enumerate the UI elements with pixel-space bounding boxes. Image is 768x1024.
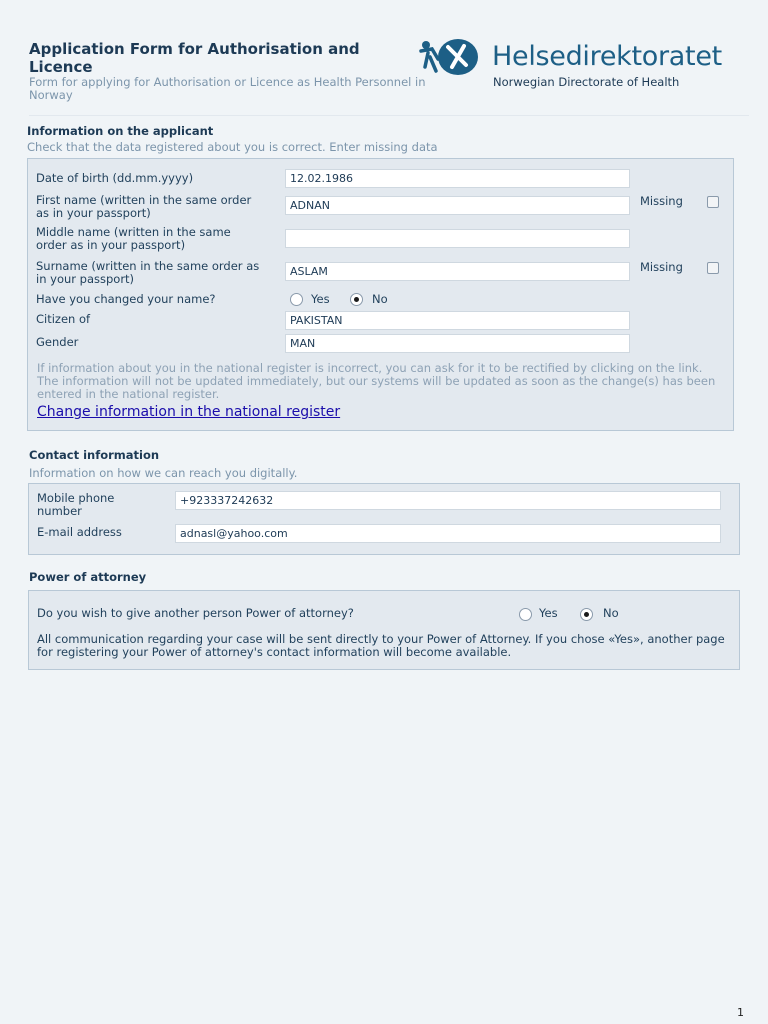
- middle-name-label: Middle name (written in the same order as in your passport): [36, 225, 231, 252]
- email-label: E-mail address: [37, 525, 122, 539]
- mobile-field[interactable]: +923337242632: [175, 491, 721, 510]
- contact-section-subtitle: Information on how we can reach you digitally.: [29, 466, 298, 480]
- logo-subtitle: Norwegian Directorate of Health: [493, 75, 680, 89]
- poa-question: Do you wish to give another person Power of attorney?: [37, 606, 354, 620]
- changed-name-no-label: No: [372, 292, 388, 306]
- first-name-label: First name (written in the same order as in your passport): [36, 193, 252, 220]
- changed-name-no-radio[interactable]: [350, 293, 363, 306]
- surname-missing-label: Missing: [640, 260, 683, 274]
- contact-panel: [28, 483, 740, 555]
- citizen-field[interactable]: PAKISTAN: [285, 311, 630, 330]
- gender-field[interactable]: MAN: [285, 334, 630, 353]
- poa-yes-label: Yes: [539, 606, 558, 620]
- changed-name-label: Have you changed your name?: [36, 292, 216, 306]
- email-field[interactable]: adnasl@yahoo.com: [175, 524, 721, 543]
- gender-label: Gender: [36, 335, 79, 349]
- applicant-section-title: Information on the applicant: [27, 124, 214, 138]
- header-divider: [29, 115, 749, 116]
- first-name-missing-label: Missing: [640, 194, 683, 208]
- changed-name-yes-label: Yes: [311, 292, 330, 306]
- applicant-section-subtitle: Check that the data registered about you is correct. Enter missing data: [27, 140, 438, 154]
- page-subtitle: Form for applying for Authorisation or Licence as Health Personnel in Norway: [29, 75, 426, 102]
- dob-label: Date of birth (dd.mm.yyyy): [36, 171, 194, 185]
- applicant-panel: [27, 158, 734, 431]
- poa-no-label: No: [603, 606, 619, 620]
- dob-field[interactable]: 12.02.1986: [285, 169, 630, 188]
- helsedirektoratet-logo-icon: [418, 37, 480, 77]
- surname-field[interactable]: ASLAM: [285, 262, 630, 281]
- page-title: Application Form for Authorisation and Licence: [29, 40, 360, 76]
- change-register-link[interactable]: Change information in the national register: [37, 404, 341, 420]
- poa-panel: [28, 590, 740, 670]
- poa-yes-radio[interactable]: [519, 608, 532, 621]
- register-note: If information about you in the national register is incorrect, you can ask for it to be rectified by clicking on the link. The information will not be updated immediately, but our systems will be updated as soon as the change(s) has been entered in the national register.: [37, 361, 716, 401]
- mobile-label: Mobile phone number: [37, 491, 115, 518]
- first-name-field[interactable]: ADNAN: [285, 196, 630, 215]
- changed-name-yes-radio[interactable]: [290, 293, 303, 306]
- poa-note: All communication regarding your case will be sent directly to your Power of Attorney. If you chose «Yes», another page for registering your Power of attorney's contact information will become available.: [37, 632, 725, 659]
- poa-section-title: Power of attorney: [29, 570, 147, 584]
- contact-section-title: Contact information: [29, 448, 160, 462]
- poa-no-radio[interactable]: [580, 608, 593, 621]
- first-name-missing-checkbox[interactable]: [707, 196, 719, 208]
- surname-missing-checkbox[interactable]: [707, 262, 719, 274]
- middle-name-field[interactable]: [285, 229, 630, 248]
- logo-name: Helsedirektoratet: [492, 41, 722, 72]
- citizen-label: Citizen of: [36, 312, 91, 326]
- surname-label: Surname (written in the same order as in your passport): [36, 259, 260, 286]
- page-number: 1: [737, 1006, 744, 1019]
